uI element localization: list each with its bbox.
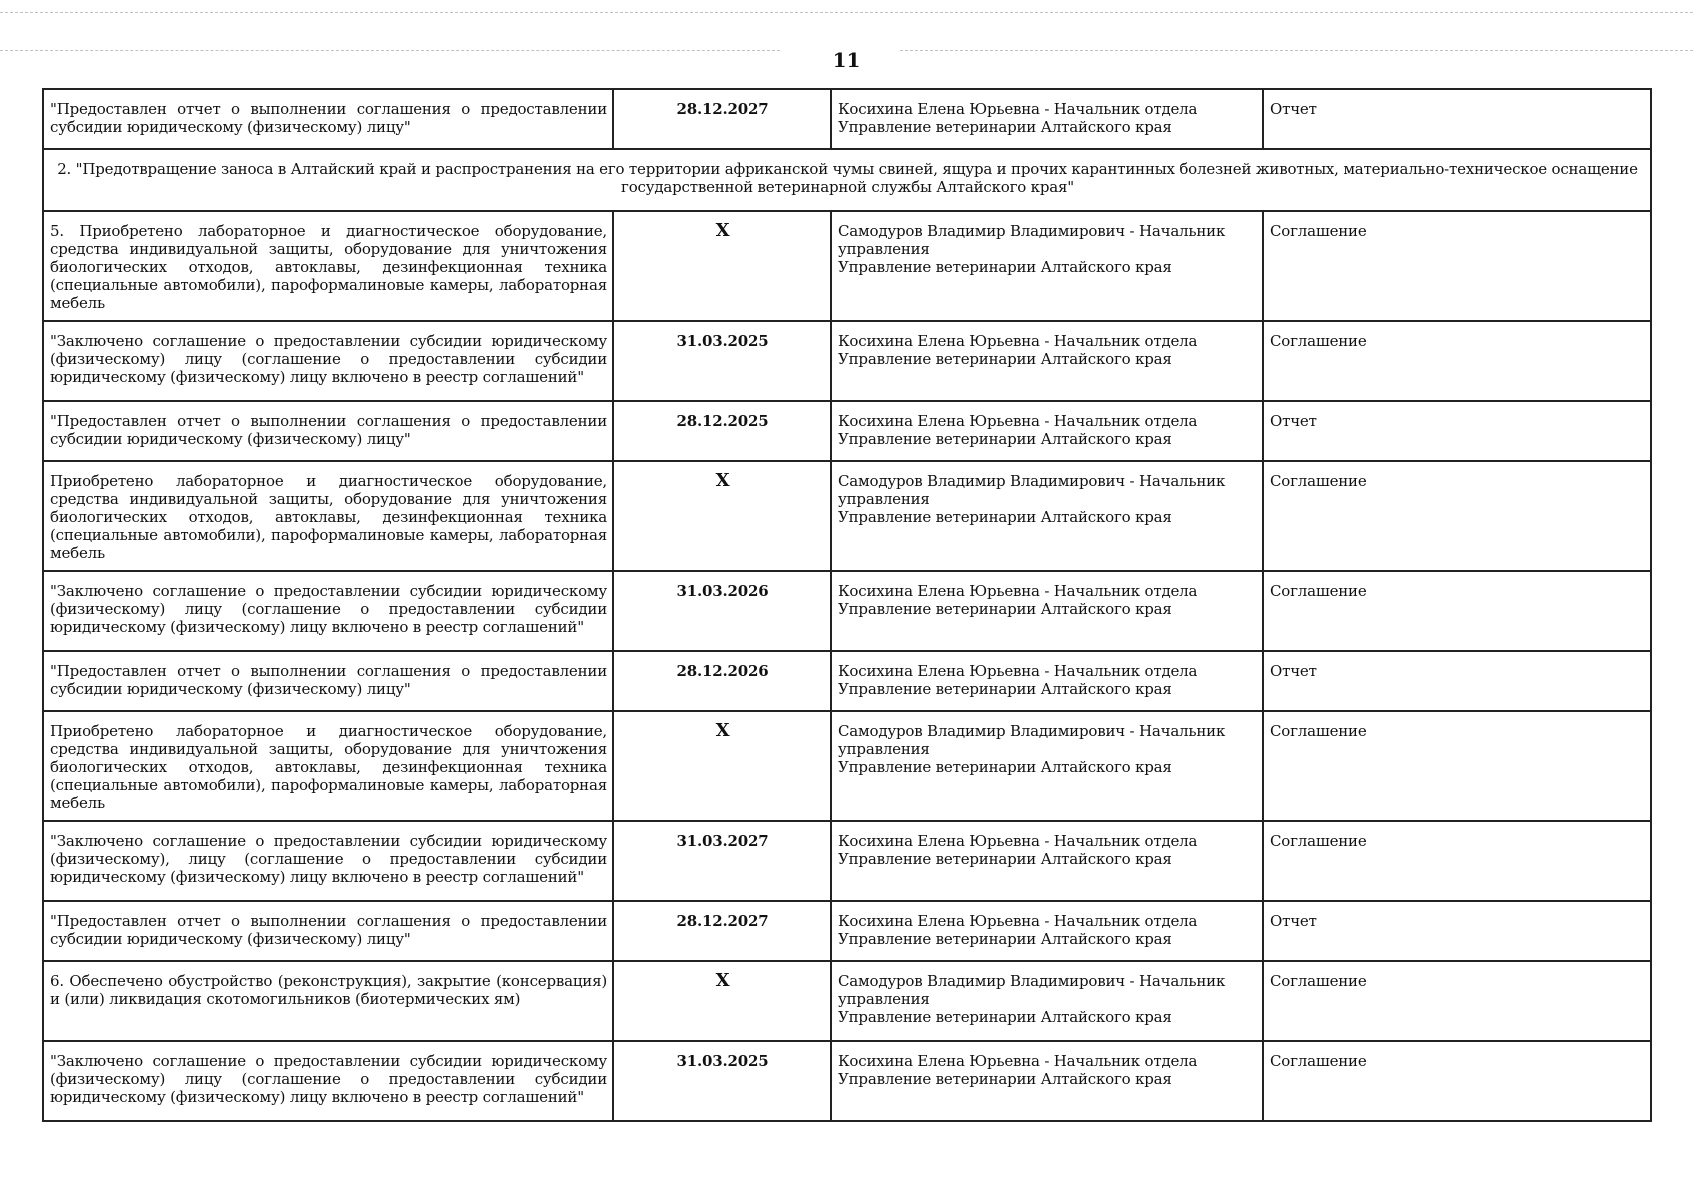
responsible-cell: Самодуров Владимир Владимирович - Начальник управления Управление ветеринарии Алтайского края — [831, 711, 1263, 821]
document-cell: Соглашение — [1263, 571, 1651, 651]
event-cell: "Заключено соглашение о предоставлении субсидии юридическому (физическому) лицу (соглашение о предоставлении субсидии юридическому (физическому) лицу включено в реестр соглашений" — [43, 321, 613, 401]
table-row — [43, 901, 1651, 961]
event-cell: Приобретено лабораторное и диагностическое оборудование, средства индивидуальной защиты, оборудование для уничтожения биологических отходов, автоклавы, дезинфекционная техника (специальные автомобили), пароформалиновые камеры, лабораторная мебель — [43, 711, 613, 821]
table-row — [43, 651, 1651, 711]
event-cell: "Предоставлен отчет о выполнении соглашения о предоставлении субсидии юридическому (физическому) лицу" — [43, 401, 613, 461]
table-row — [43, 821, 1651, 901]
event-cell: Приобретено лабораторное и диагностическое оборудование, средства индивидуальной защиты, оборудование для уничтожения биологических отходов, автоклавы, дезинфекционная техника (специальные автомобили), пароформалиновые камеры, лабораторная мебель — [43, 461, 613, 571]
date-cell: X — [613, 961, 831, 1041]
table-row — [43, 401, 1651, 461]
responsible-cell: Самодуров Владимир Владимирович - Начальник управления Управление ветеринарии Алтайского края — [831, 211, 1263, 321]
event-cell: 5. Приобретено лабораторное и диагностическое оборудование, средства индивидуальной защиты, оборудование для уничтожения биологических отходов, автоклавы, дезинфекционная техника (специальные автомобили), пароформалиновые камеры, лабораторная мебель — [43, 211, 613, 321]
responsible-cell: Косихина Елена Юрьевна - Начальник отдела Управление ветеринарии Алтайского края — [831, 89, 1263, 149]
date-cell: 31.03.2026 — [613, 571, 831, 651]
date-cell: X — [613, 461, 831, 571]
event-cell: "Предоставлен отчет о выполнении соглашения о предоставлении субсидии юридическому (физическому) лицу" — [43, 89, 613, 149]
event-cell: "Предоставлен отчет о выполнении соглашения о предоставлении субсидии юридическому (физическому) лицу" — [43, 651, 613, 711]
date-cell: 28.12.2025 — [613, 401, 831, 461]
document-cell: Отчет — [1263, 901, 1651, 961]
document-cell: Соглашение — [1263, 961, 1651, 1041]
event-cell: 6. Обеспечено обустройство (реконструкция), закрытие (консервация) и (или) ликвидация скотомогильников (биотермических ям) — [43, 961, 613, 1041]
document-cell: Соглашение — [1263, 711, 1651, 821]
scan-artifact-line — [0, 12, 1693, 13]
document-cell: Соглашение — [1263, 321, 1651, 401]
date-cell: 28.12.2026 — [613, 651, 831, 711]
table-row — [43, 571, 1651, 651]
responsible-cell: Косихина Елена Юрьевна - Начальник отдела Управление ветеринарии Алтайского края — [831, 1041, 1263, 1121]
event-cell: "Заключено соглашение о предоставлении субсидии юридическому (физическому) лицу (соглашение о предоставлении субсидии юридическому (физическому) лицу включено в реестр соглашений" — [43, 571, 613, 651]
table-row — [43, 321, 1651, 401]
responsible-cell: Косихина Елена Юрьевна - Начальник отдела Управление ветеринарии Алтайского края — [831, 821, 1263, 901]
date-cell: 31.03.2027 — [613, 821, 831, 901]
responsible-cell: Самодуров Владимир Владимирович - Начальник управления Управление ветеринарии Алтайского края — [831, 461, 1263, 571]
date-cell: X — [613, 711, 831, 821]
table-row — [43, 711, 1651, 821]
date-cell: 28.12.2027 — [613, 89, 831, 149]
table-row — [43, 1041, 1651, 1121]
event-cell: "Предоставлен отчет о выполнении соглашения о предоставлении субсидии юридическому (физическому) лицу" — [43, 901, 613, 961]
document-cell: Соглашение — [1263, 461, 1651, 571]
responsible-cell: Косихина Елена Юрьевна - Начальник отдела Управление ветеринарии Алтайского края — [831, 321, 1263, 401]
date-cell: 31.03.2025 — [613, 1041, 831, 1121]
responsible-cell: Косихина Елена Юрьевна - Начальник отдела Управление ветеринарии Алтайского края — [831, 651, 1263, 711]
document-cell: Соглашение — [1263, 211, 1651, 321]
table-row — [43, 961, 1651, 1041]
date-cell: 28.12.2027 — [613, 901, 831, 961]
event-cell: "Заключено соглашение о предоставлении субсидии юридическому (физическому) лицу (соглашение о предоставлении субсидии юридическому (физическому) лицу включено в реестр соглашений" — [43, 1041, 613, 1121]
event-cell: "Заключено соглашение о предоставлении субсидии юридическому (физическому), лицу (соглашение о предоставлении субсидии юридическому (физическому) лицу включено в реестр соглашений" — [43, 821, 613, 901]
document-cell: Соглашение — [1263, 1041, 1651, 1121]
table-row — [43, 211, 1651, 321]
responsible-cell: Самодуров Владимир Владимирович - Начальник управления Управление ветеринарии Алтайского края — [831, 961, 1263, 1041]
table-row — [43, 461, 1651, 571]
table-row — [43, 89, 1651, 149]
document-cell: Отчет — [1263, 401, 1651, 461]
document-cell: Соглашение — [1263, 821, 1651, 901]
date-cell: 31.03.2025 — [613, 321, 831, 401]
page-number: 11 — [832, 48, 861, 72]
responsible-cell: Косихина Елена Юрьевна - Начальник отдела Управление ветеринарии Алтайского края — [831, 901, 1263, 961]
section-row — [43, 149, 1651, 211]
implementation-plan-table — [42, 88, 1652, 1122]
document-cell: Отчет — [1263, 89, 1651, 149]
section-title: 2. "Предотвращение заноса в Алтайский край и распространения на его территории африканской чумы свиней, ящура и прочих карантинных болезней животных, материально-техническое оснащение государственной ветеринарной службы Алтайского края" — [43, 149, 1651, 211]
responsible-cell: Косихина Елена Юрьевна - Начальник отдела Управление ветеринарии Алтайского края — [831, 401, 1263, 461]
document-cell: Отчет — [1263, 651, 1651, 711]
responsible-cell: Косихина Елена Юрьевна - Начальник отдела Управление ветеринарии Алтайского края — [831, 571, 1263, 651]
date-cell: X — [613, 211, 831, 321]
